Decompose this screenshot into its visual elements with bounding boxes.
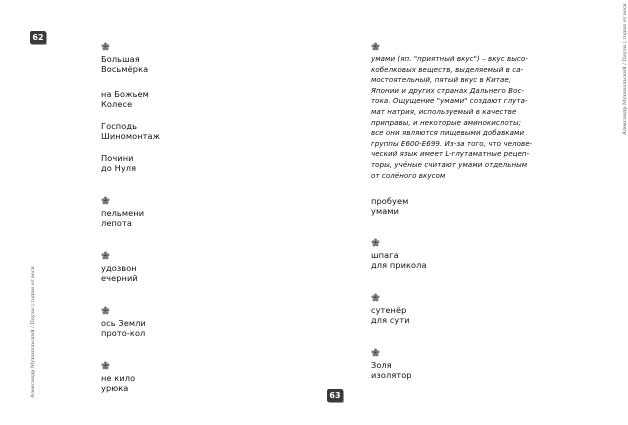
left-page — [0, 0, 300, 425]
entry-line: Большая — [101, 54, 140, 64]
paragraph-line: группы Е600-Е699. Из-за того, что челове- — [371, 138, 533, 148]
entry-line: умами — [371, 206, 400, 217]
entry-line: пробуем — [371, 196, 409, 206]
paragraph-line: кобелковых веществ, выделяемый в са- — [371, 64, 524, 74]
entry-line: Господь — [101, 121, 138, 131]
entry-line: пельмени — [101, 208, 145, 218]
flower-ornament-icon — [101, 361, 110, 370]
entry-line: Колесе — [101, 99, 133, 110]
entry-line: до Нуля — [101, 163, 137, 174]
entry-line: на Божьем — [101, 89, 149, 99]
paragraph-line: тока. Ощущение "умами" создают глута- — [371, 96, 528, 106]
paragraph-line: все они являются пищевыми добавками — [371, 128, 525, 138]
paragraph-line: приправы, и некоторые аминокислоты; — [371, 117, 522, 127]
paragraph-line: Японии и других странах Дальнего Вос- — [371, 85, 525, 95]
flower-ornament-icon — [371, 348, 380, 357]
paragraph-line: мат натрия, используемый в качестве — [371, 106, 517, 116]
entry-line: не кило — [101, 373, 136, 383]
entry-line: шпага — [371, 250, 399, 260]
page-number-badge: 62 — [30, 31, 46, 44]
entry-line: для сути — [371, 315, 410, 326]
entry-line: сутенёр — [371, 305, 407, 315]
entry-line: Восьмёрка — [101, 64, 149, 75]
entry — [371, 238, 427, 271]
entry — [371, 348, 412, 381]
entry — [101, 196, 144, 229]
entry-line: урюка — [101, 383, 129, 394]
entry — [101, 153, 136, 174]
spine-text: Александр Муханальский / Паузы | годам от воск — [30, 266, 36, 398]
entry — [101, 251, 138, 284]
spine-text: Александр Муханальский / Паузы | годам от воск — [622, 3, 628, 135]
entry-line: удозвон — [101, 263, 137, 273]
entry-line: Золя — [371, 360, 392, 370]
paragraph-line: от солёного вкусом — [371, 170, 446, 180]
flower-ornament-icon — [101, 196, 110, 205]
flower-ornament-icon — [371, 238, 380, 247]
flower-ornament-icon — [371, 42, 380, 51]
paragraph-line: торы, учёные считают умами отдельным — [371, 159, 528, 169]
entry-line: для прикола — [371, 260, 427, 271]
flower-ornament-icon — [101, 251, 110, 260]
entry — [101, 306, 146, 339]
entry-line: прото-кол — [101, 328, 146, 339]
paragraph-line: мостоятельный, пятый вкус в Китае, — [371, 75, 512, 85]
entry — [101, 361, 135, 394]
entry-line: ось Земли — [101, 318, 146, 328]
entry-line: ечерний — [101, 273, 138, 284]
paragraph-line: ческий язык имеет L-глутаматные рецеп- — [371, 149, 530, 159]
page-number-badge: 63 — [327, 389, 343, 402]
entry — [101, 42, 148, 75]
entry — [371, 196, 408, 217]
entry-line: изолятор — [371, 370, 412, 381]
entry — [101, 121, 160, 142]
flower-ornament-icon — [101, 42, 110, 51]
definition-block — [371, 42, 532, 181]
flower-ornament-icon — [101, 306, 110, 315]
entry — [371, 293, 410, 326]
entry-line: Почини — [101, 153, 134, 163]
entry — [101, 89, 149, 110]
entry-line: Шиномонтаж — [101, 131, 161, 142]
flower-ornament-icon — [371, 293, 380, 302]
paragraph-line: умами (яп. "приятный вкус") – вкус высо- — [371, 54, 528, 63]
entry-line: лепота — [101, 218, 133, 229]
